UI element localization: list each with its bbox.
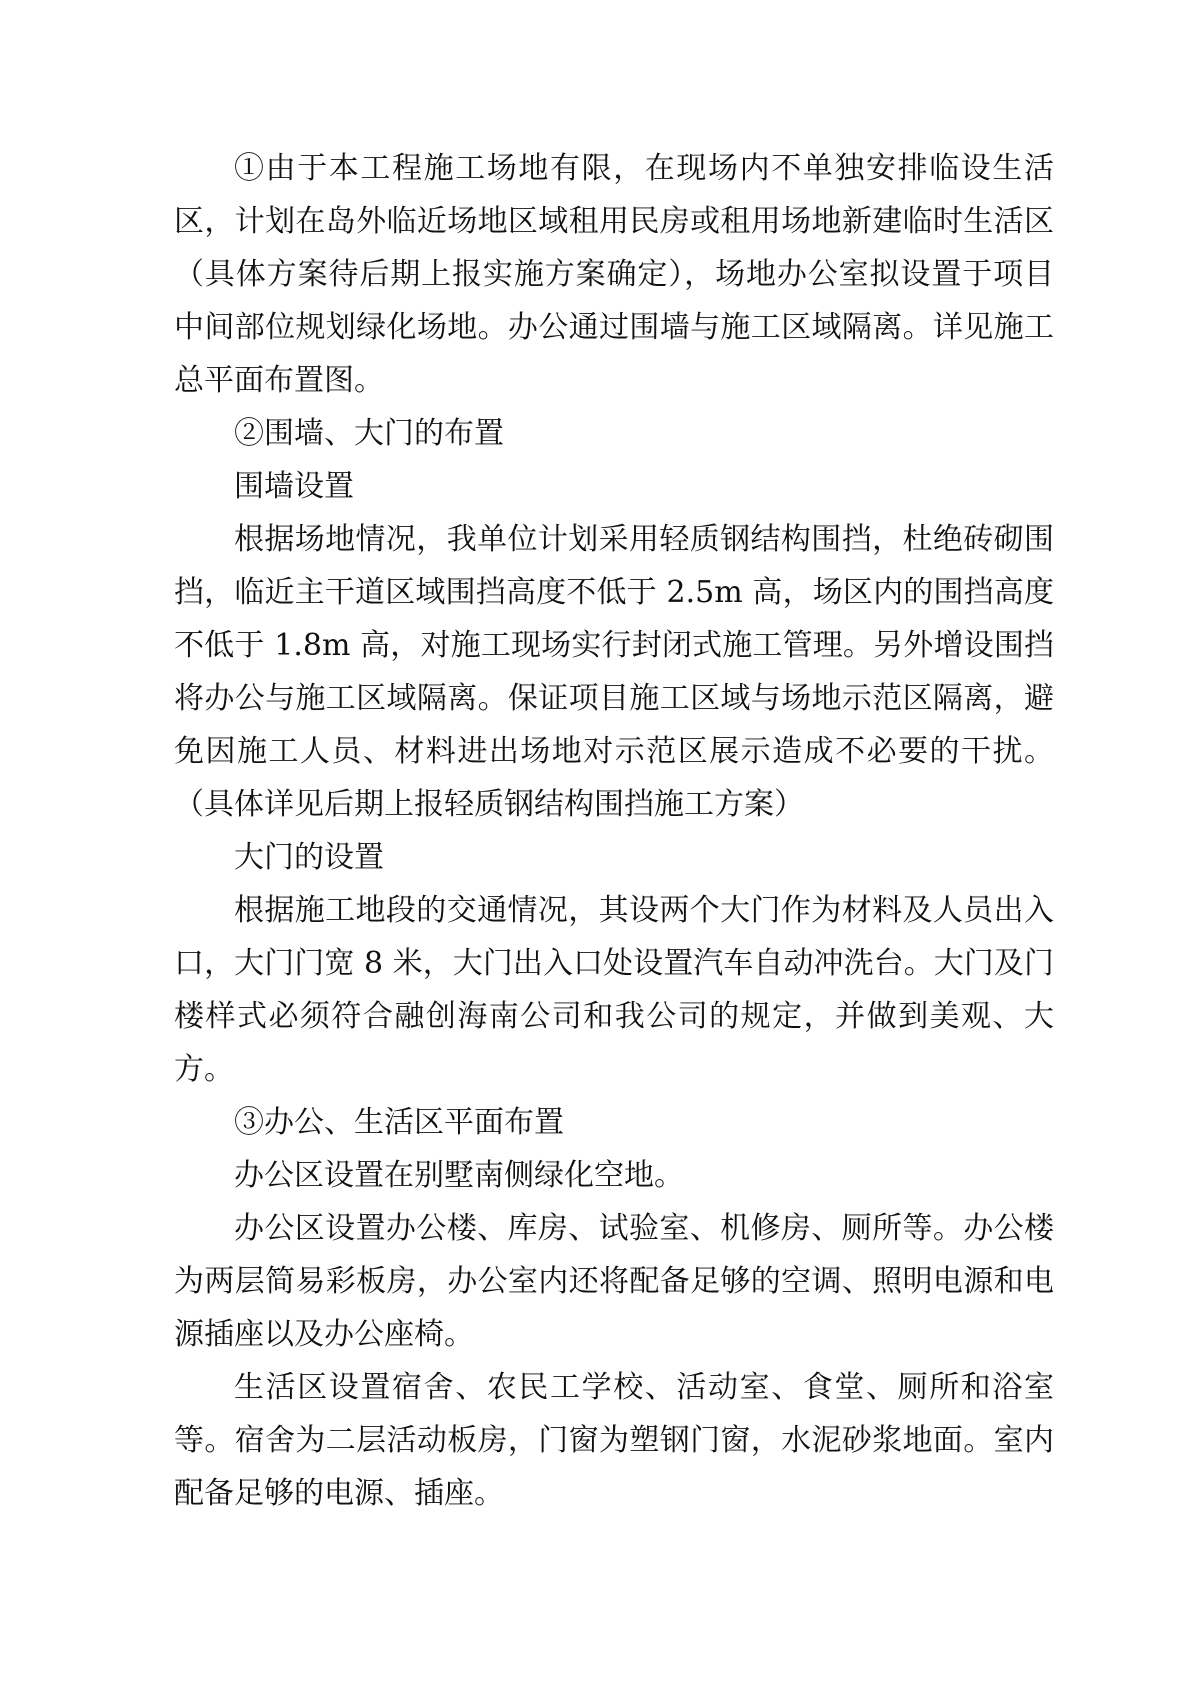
subheading-gate: 大门的设置	[234, 840, 384, 875]
section-heading-office-living: ③办公、生活区平面布置	[234, 1105, 564, 1140]
paragraph-wall: 根据场地情况，我单位计划采用轻质钢结构围挡，杜绝砖砌围挡，临近主干道区域围挡高度不低于 2.5m 高，场区内的围挡高度不低于 1.8m 高，对施工现场实行封闭式施工管理。另外增设围挡将办公与施工区域隔离。保证项目施工区域与场地示范区隔离，避免因施工人员、材料进出场地对示范区展示造成不必要的干扰。（具体详见后期上报轻质钢结构围挡施工方案）	[174, 522, 1054, 822]
paragraph-site-layout: ①由于本工程施工场地有限，在现场内不单独安排临设生活区，计划在岛外临近场地区域租用民房或租用场地新建临时生活区（具体方案待后期上报实施方案确定），场地办公室拟设置于项目中间部位规划绿化场地。办公通过围墙与施工区域隔离。详见施工总平面布置图。	[174, 151, 1054, 398]
subheading-wall: 围墙设置	[234, 469, 354, 504]
paragraph-gate: 根据施工地段的交通情况，其设两个大门作为材料及人员出入口，大门门宽 8 米，大门出入口处设置汽车自动冲洗台。大门及门楼样式必须符合融创海南公司和我公司的规定，并做到美观、大方。	[174, 893, 1054, 1087]
paragraph-office-facilities: 办公区设置办公楼、库房、试验室、机修房、厕所等。办公楼为两层简易彩板房，办公室内还将配备足够的空调、照明电源和电源插座以及办公座椅。	[174, 1211, 1054, 1352]
section-heading-wall-gate: ②围墙、大门的布置	[234, 416, 504, 451]
paragraph-living-area: 生活区设置宿舍、农民工学校、活动室、食堂、厕所和浴室等。宿舍为二层活动板房，门窗为塑钢门窗，水泥砂浆地面。室内配备足够的电源、插座。	[174, 1370, 1054, 1511]
document-body	[174, 142, 1054, 1520]
paragraph-office-location: 办公区设置在别墅南侧绿化空地。	[234, 1158, 684, 1193]
